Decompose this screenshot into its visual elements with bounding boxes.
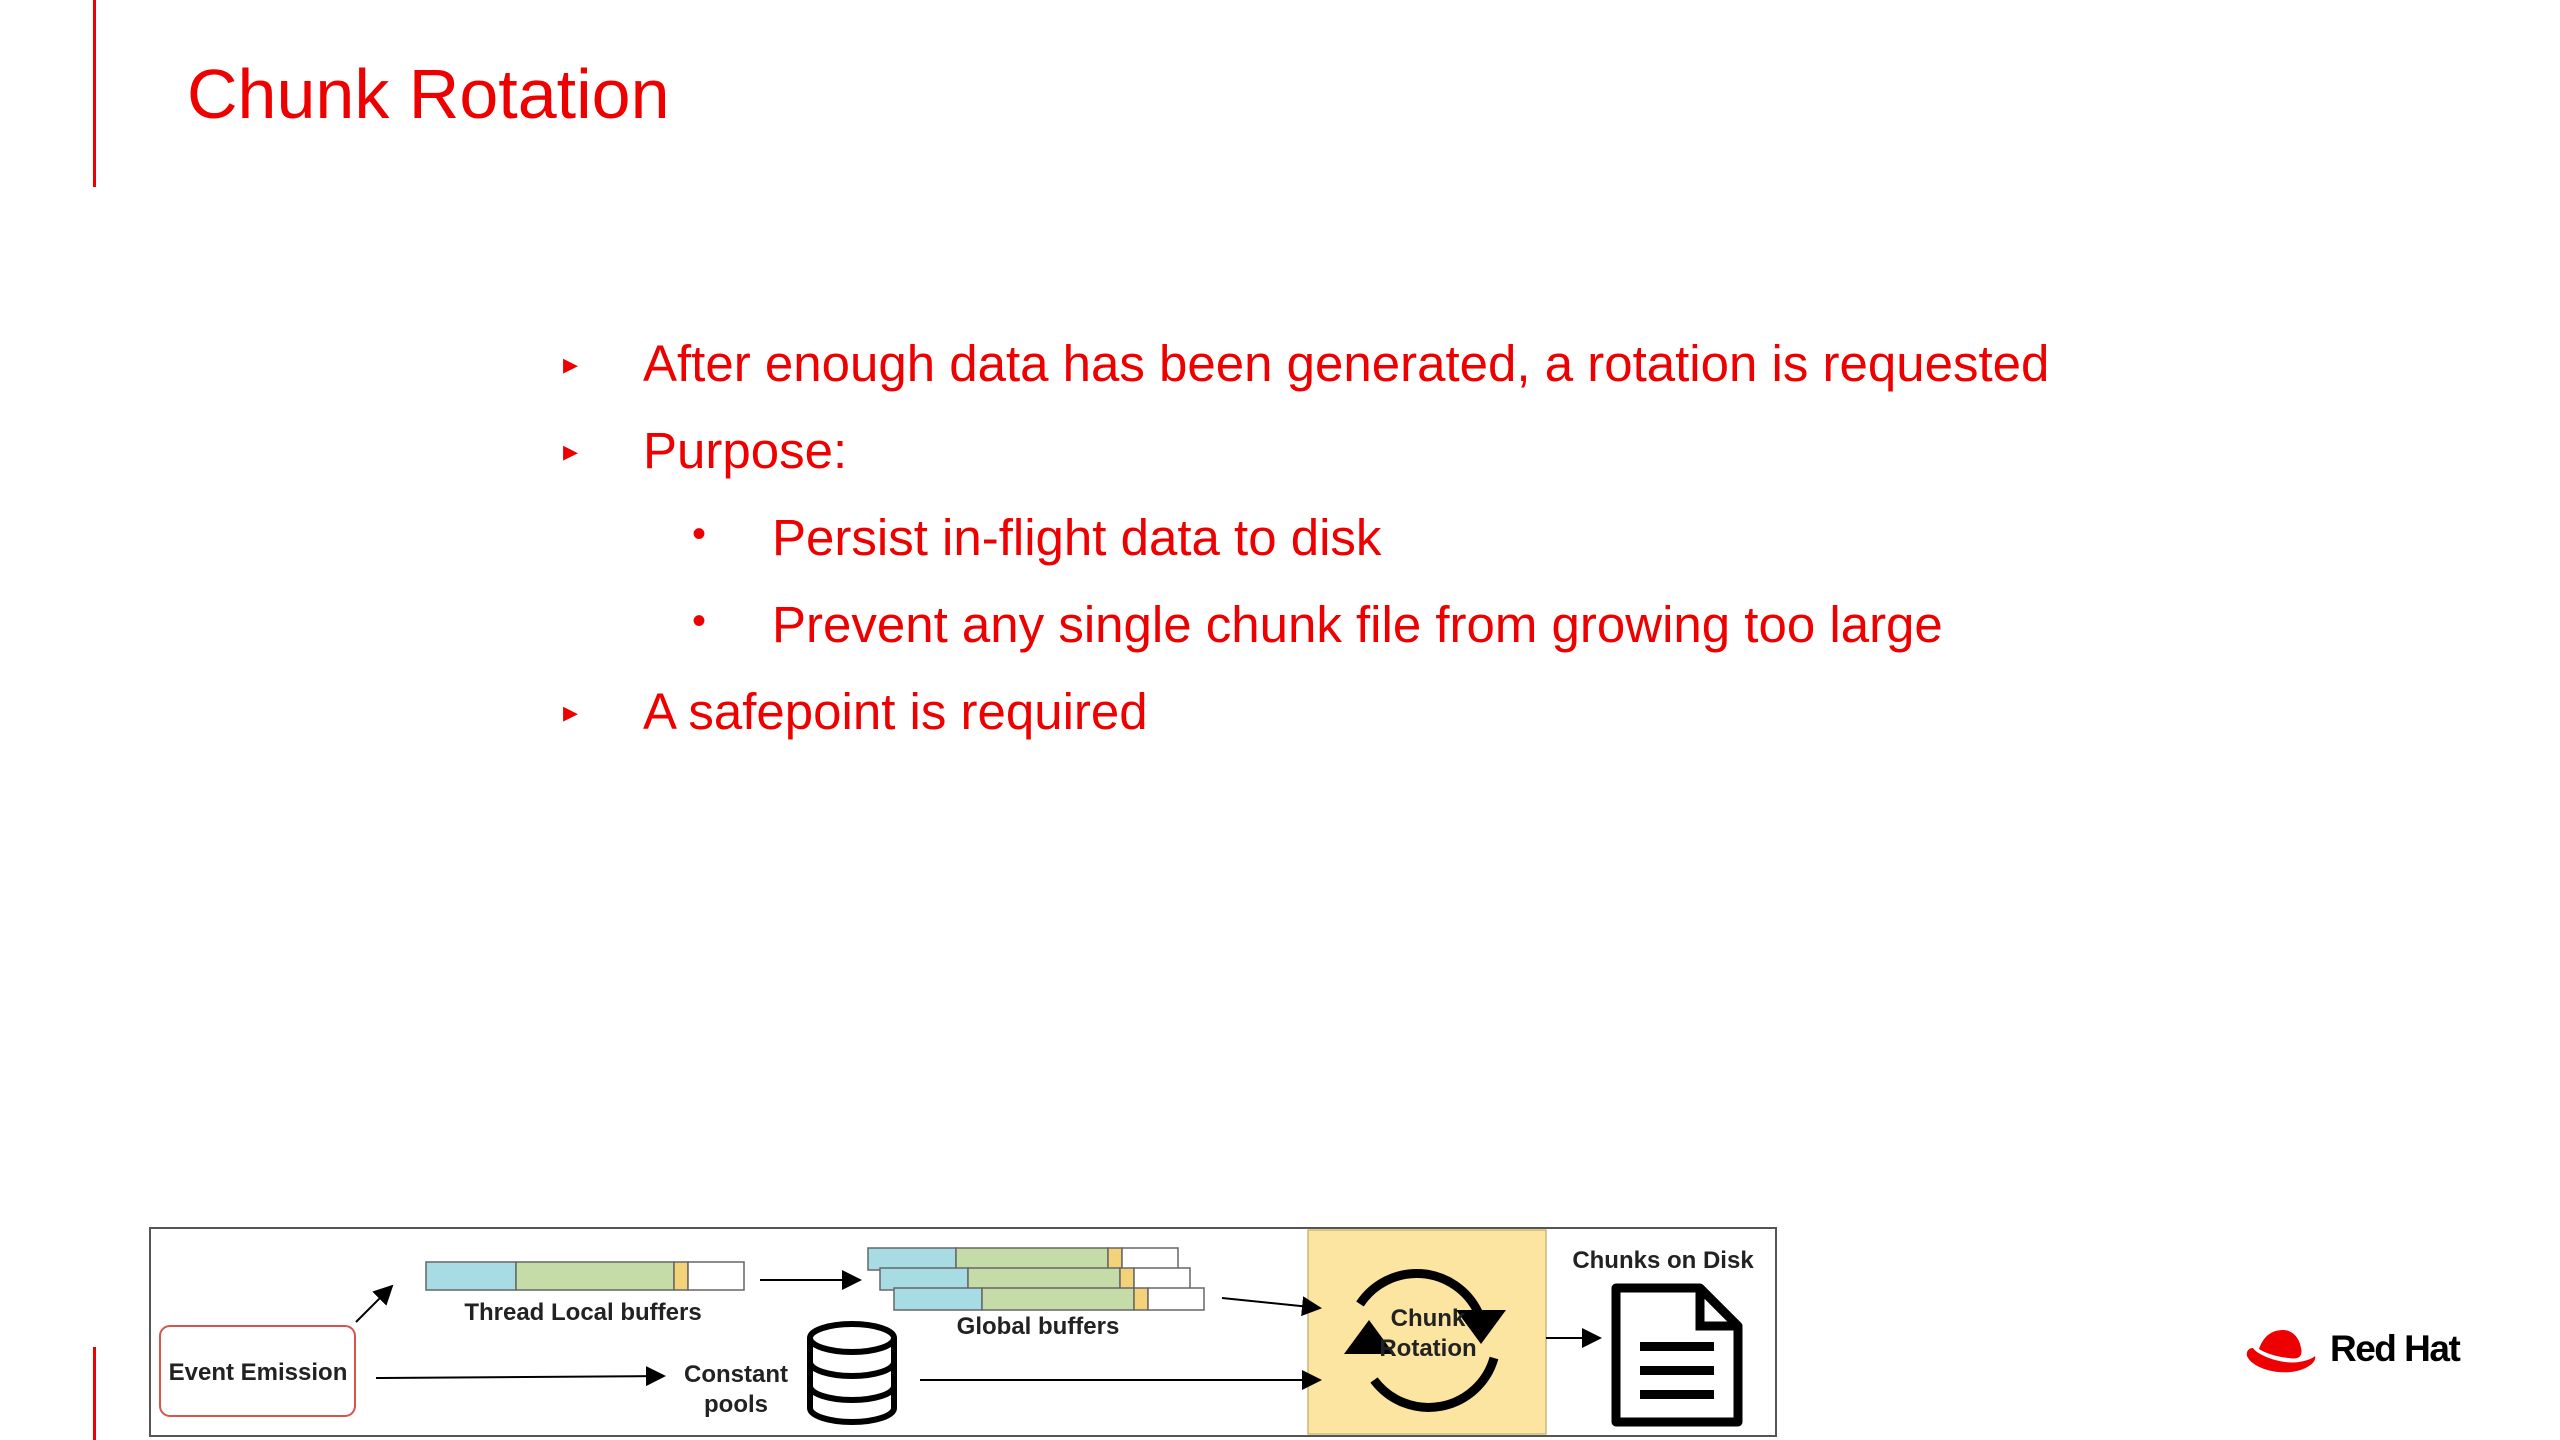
bullet-item xyxy=(563,335,2050,392)
bullet-item xyxy=(563,422,848,479)
accent-bar-top xyxy=(93,0,96,187)
logo-text: Red Hat xyxy=(2330,1328,2460,1369)
thread-local-buffers-label: Thread Local buffers xyxy=(464,1299,702,1326)
bullet-text: Purpose: xyxy=(643,422,848,479)
bullet-text: A safepoint is required xyxy=(643,683,1148,740)
accent-bar-bottom xyxy=(93,1347,96,1440)
bullet-text: Persist in-flight data to disk xyxy=(772,509,1382,566)
constant-pools-label-line2: pools xyxy=(704,1391,768,1418)
sub-bullet-item xyxy=(692,596,1943,653)
document-icon xyxy=(1616,1288,1738,1422)
slide-title: Chunk Rotation xyxy=(187,55,670,133)
red-hat-logo xyxy=(2245,1322,2470,1382)
global-buffer-stack xyxy=(868,1248,1204,1310)
bullet-item xyxy=(563,683,1148,740)
thread-local-buffer-bar xyxy=(426,1262,744,1290)
chunks-on-disk-label: Chunks on Disk xyxy=(1572,1247,1754,1274)
bullet-marker: • xyxy=(692,512,707,556)
red-hat-fedora-icon xyxy=(2245,1322,2321,1382)
event-emission-label: Event Emission xyxy=(168,1359,348,1386)
sub-bullet-item xyxy=(692,509,1382,566)
bullet-text: Prevent any single chunk file from growing too large xyxy=(772,596,1943,653)
chunk-rotation-label-line1: Chunk xyxy=(1390,1305,1466,1332)
chunk-rotation-label-line2: Rotation xyxy=(1379,1335,1477,1362)
database-icon xyxy=(810,1324,894,1422)
constant-pools-label-line1: Constant xyxy=(684,1361,788,1388)
bullet-marker: • xyxy=(692,599,707,643)
jfr-flow-diagram xyxy=(148,1226,1778,1438)
bullet-marker: ▸ xyxy=(563,435,579,468)
bullet-marker: ▸ xyxy=(563,696,579,729)
bullet-marker: ▸ xyxy=(563,348,579,381)
bullet-text: After enough data has been generated, a rotation is requested xyxy=(643,335,2050,392)
global-buffers-label: Global buffers xyxy=(956,1313,1120,1340)
